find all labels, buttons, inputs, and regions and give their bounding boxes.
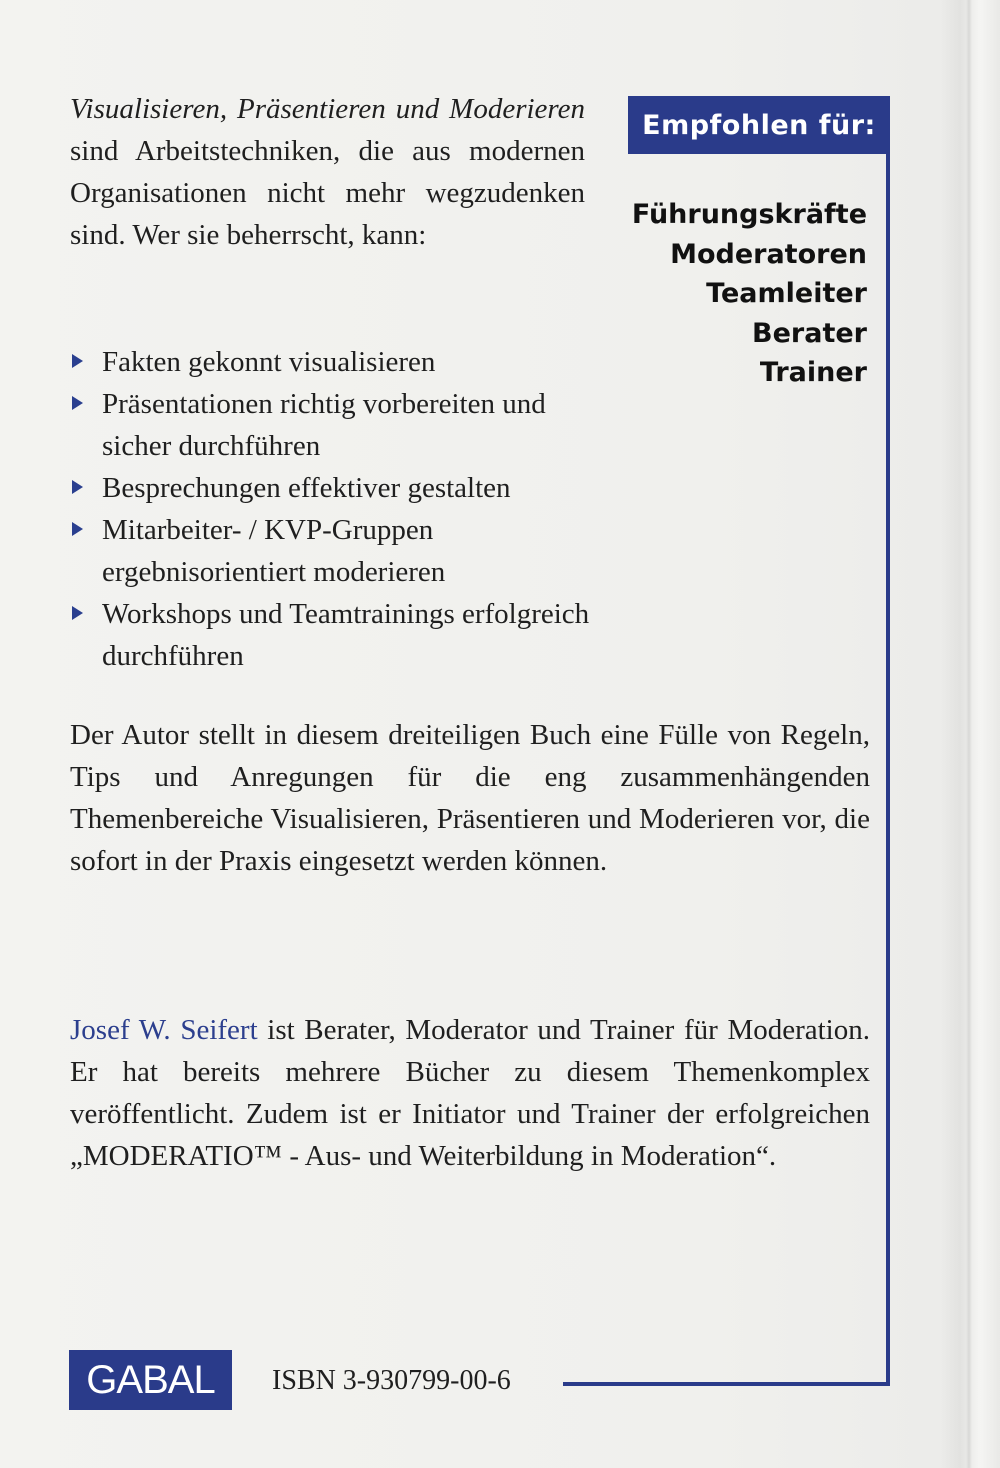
triangle-bullet-icon	[72, 606, 83, 620]
recommended-item: Moderatoren	[670, 238, 867, 270]
benefit-text: Fakten gekonnt visualisieren	[102, 346, 436, 378]
benefit-item	[70, 593, 590, 677]
book-description: Der Autor stellt in diesem dreiteiligen Buch eine Fülle von Regeln, Tips und Anregungen für die eng zusammenhängenden Themenbereiche Visualisieren, Präsentieren und Moderieren vor, die sofort in der Praxis eingesetzt werden können.	[70, 719, 870, 877]
benefit-item	[70, 383, 590, 467]
recommended-item: Trainer	[759, 357, 867, 388]
recommended-heading: Empfohlen für:	[628, 96, 890, 154]
spine-shadow	[966, 0, 972, 1468]
triangle-bullet-icon	[72, 354, 83, 368]
gabal-logo: GABAL	[69, 1350, 232, 1410]
recommended-item: Teamleiter	[706, 278, 867, 309]
intro-italic: Visualisieren, Präsentieren und Moderieren	[70, 93, 585, 125]
recommended-list	[607, 195, 867, 393]
benefit-list	[70, 341, 590, 677]
recommended-item: Berater	[752, 317, 867, 349]
frame-line-bottom	[563, 1382, 890, 1386]
benefit-text: Workshops und Teamtrainings erfolgreich durchführen	[102, 598, 590, 672]
triangle-bullet-icon	[72, 396, 83, 410]
triangle-bullet-icon	[72, 522, 83, 536]
recommended-item: Führungskräfte	[631, 199, 867, 230]
intro-rest: sind Arbeitstechniken, die aus modernen Organisationen nicht mehr wegzudenken sind. Wer sie beherrscht, kann:	[70, 135, 585, 251]
intro-paragraph	[70, 88, 585, 256]
benefit-item	[70, 509, 590, 593]
benefit-text: Besprechungen effektiver gestalten	[102, 472, 511, 504]
benefit-text: Präsentationen richtig vorbereiten und sicher durchführen	[102, 388, 546, 462]
author-bio-text: ist Berater, Moderator und Trainer für Moderation. Er hat bereits mehrere Bücher zu diesem Themenkomplex veröffentlicht. Zudem ist er Initiator und Trainer der erfolgreichen „MODERATIO™ - Aus- und Weiterbildung in Moderation“.	[70, 1014, 870, 1172]
benefit-item	[70, 467, 590, 509]
triangle-bullet-icon	[72, 480, 83, 494]
author-bio	[70, 1009, 870, 1177]
benefit-item	[70, 341, 590, 383]
author-name: Josef W. Seifert	[70, 1014, 258, 1046]
benefit-text: Mitarbeiter- / KVP-Gruppen ergebnisorientiert moderieren	[102, 514, 446, 588]
frame-line-right	[886, 96, 890, 1386]
isbn-number: ISBN 3-930799-00-6	[272, 1365, 511, 1396]
